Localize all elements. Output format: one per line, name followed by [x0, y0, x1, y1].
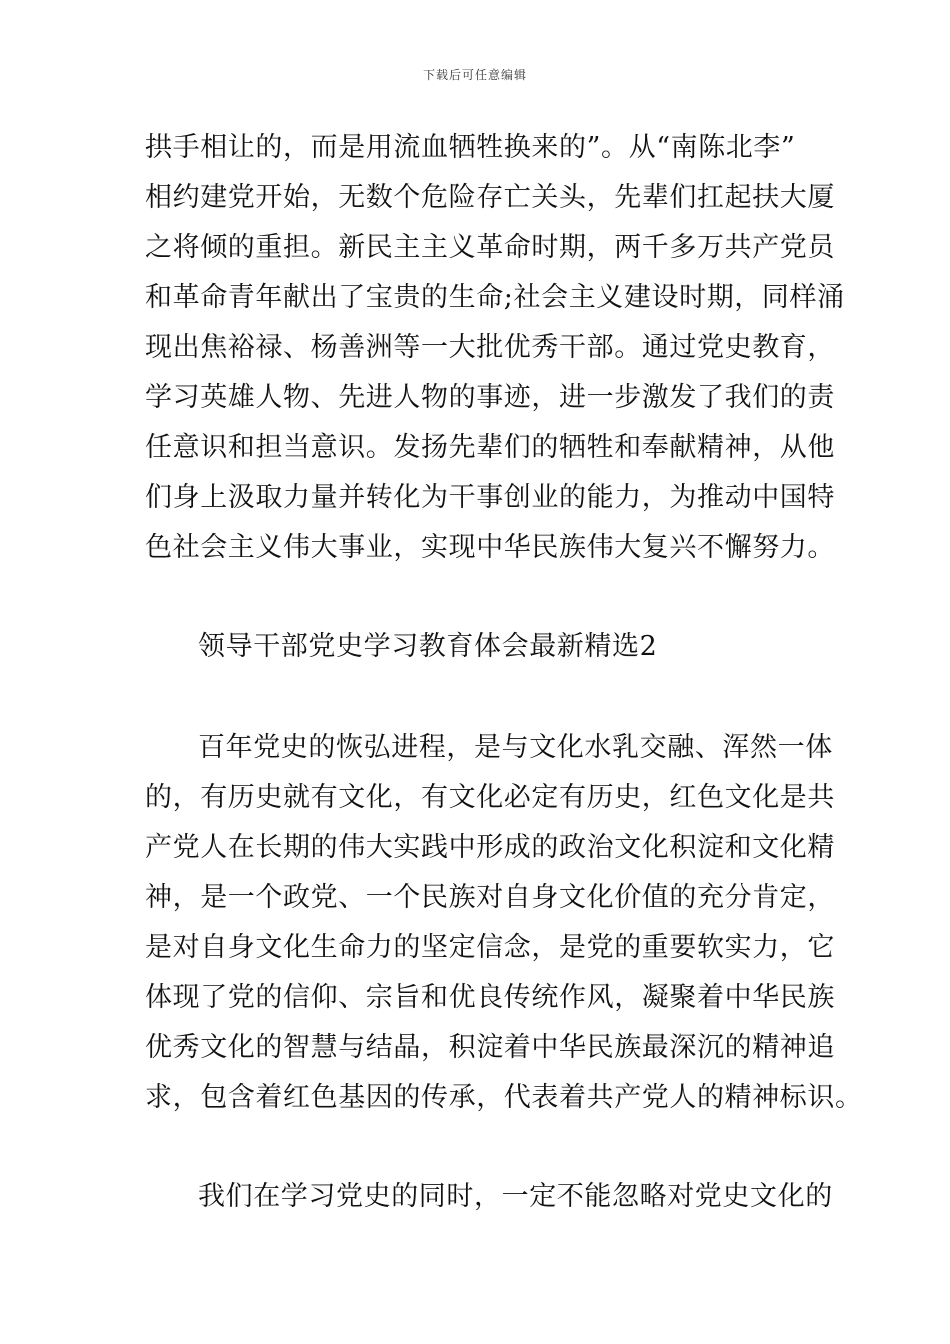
paragraph-2-line-3: 产党人在长期的伟大实践中形成的政治文化积淀和文化精: [145, 832, 835, 863]
paragraph-1-line-1: 拱手相让的，而是用流血牺牲换来的”。从“南陈北李”: [145, 132, 796, 163]
paragraph-1-line-9: 色社会主义伟大事业，实现中华民族伟大复兴不懈努力。: [145, 532, 835, 563]
paragraph-2-line-5: 是对自身文化生命力的坚定信念，是党的重要软实力，它: [145, 932, 835, 963]
paragraph-2-line-2: 的，有历史就有文化，有文化必定有历史，红色文化是共: [145, 782, 835, 813]
paragraph-2-line-7: 优秀文化的智慧与结晶，积淀着中华民族最深沉的精神追: [145, 1032, 835, 1063]
paragraph-2-line-6: 体现了党的信仰、宗旨和优良传统作风，凝聚着中华民族: [145, 982, 835, 1013]
paragraph-1-line-5: 现出焦裕禄、杨善洲等一大批优秀干部。通过党史教育，: [145, 332, 835, 363]
paragraph-1-line-4: 和革命青年献出了宝贵的生命;社会主义建设时期，同样涌: [145, 282, 845, 313]
paragraph-2-line-4: 神，是一个政党、一个民族对自身文化价值的充分肯定，: [145, 882, 835, 913]
paragraph-1-line-6: 学习英雄人物、先进人物的事迹，进一步激发了我们的责: [145, 382, 835, 413]
page-header: 下载后可任意编辑: [422, 68, 527, 82]
paragraph-3-line-1: 我们在学习党史的同时，一定不能忽略对党史文化的: [198, 1181, 833, 1212]
paragraph-2-line-1: 百年党史的恢弘进程，是与文化水乳交融、浑然一体: [198, 732, 833, 763]
paragraph-1-line-7: 任意识和担当意识。发扬先辈们的牺牲和奉献精神，从他: [145, 432, 835, 463]
paragraph-1-line-8: 们身上汲取力量并转化为干事创业的能力，为推动中国特: [145, 482, 835, 513]
paragraph-1-line-2: 相约建党开始，无数个危险存亡关头，先辈们扛起扶大厦: [145, 182, 835, 213]
section-heading: 领导干部党史学习教育体会最新精选2: [198, 631, 658, 662]
paragraph-1-line-3: 之将倾的重担。新民主主义革命时期，两千多万共产党员: [145, 232, 835, 263]
paragraph-2-line-8: 求，包含着红色基因的传承，代表着共产党人的精神标识。: [145, 1082, 863, 1113]
